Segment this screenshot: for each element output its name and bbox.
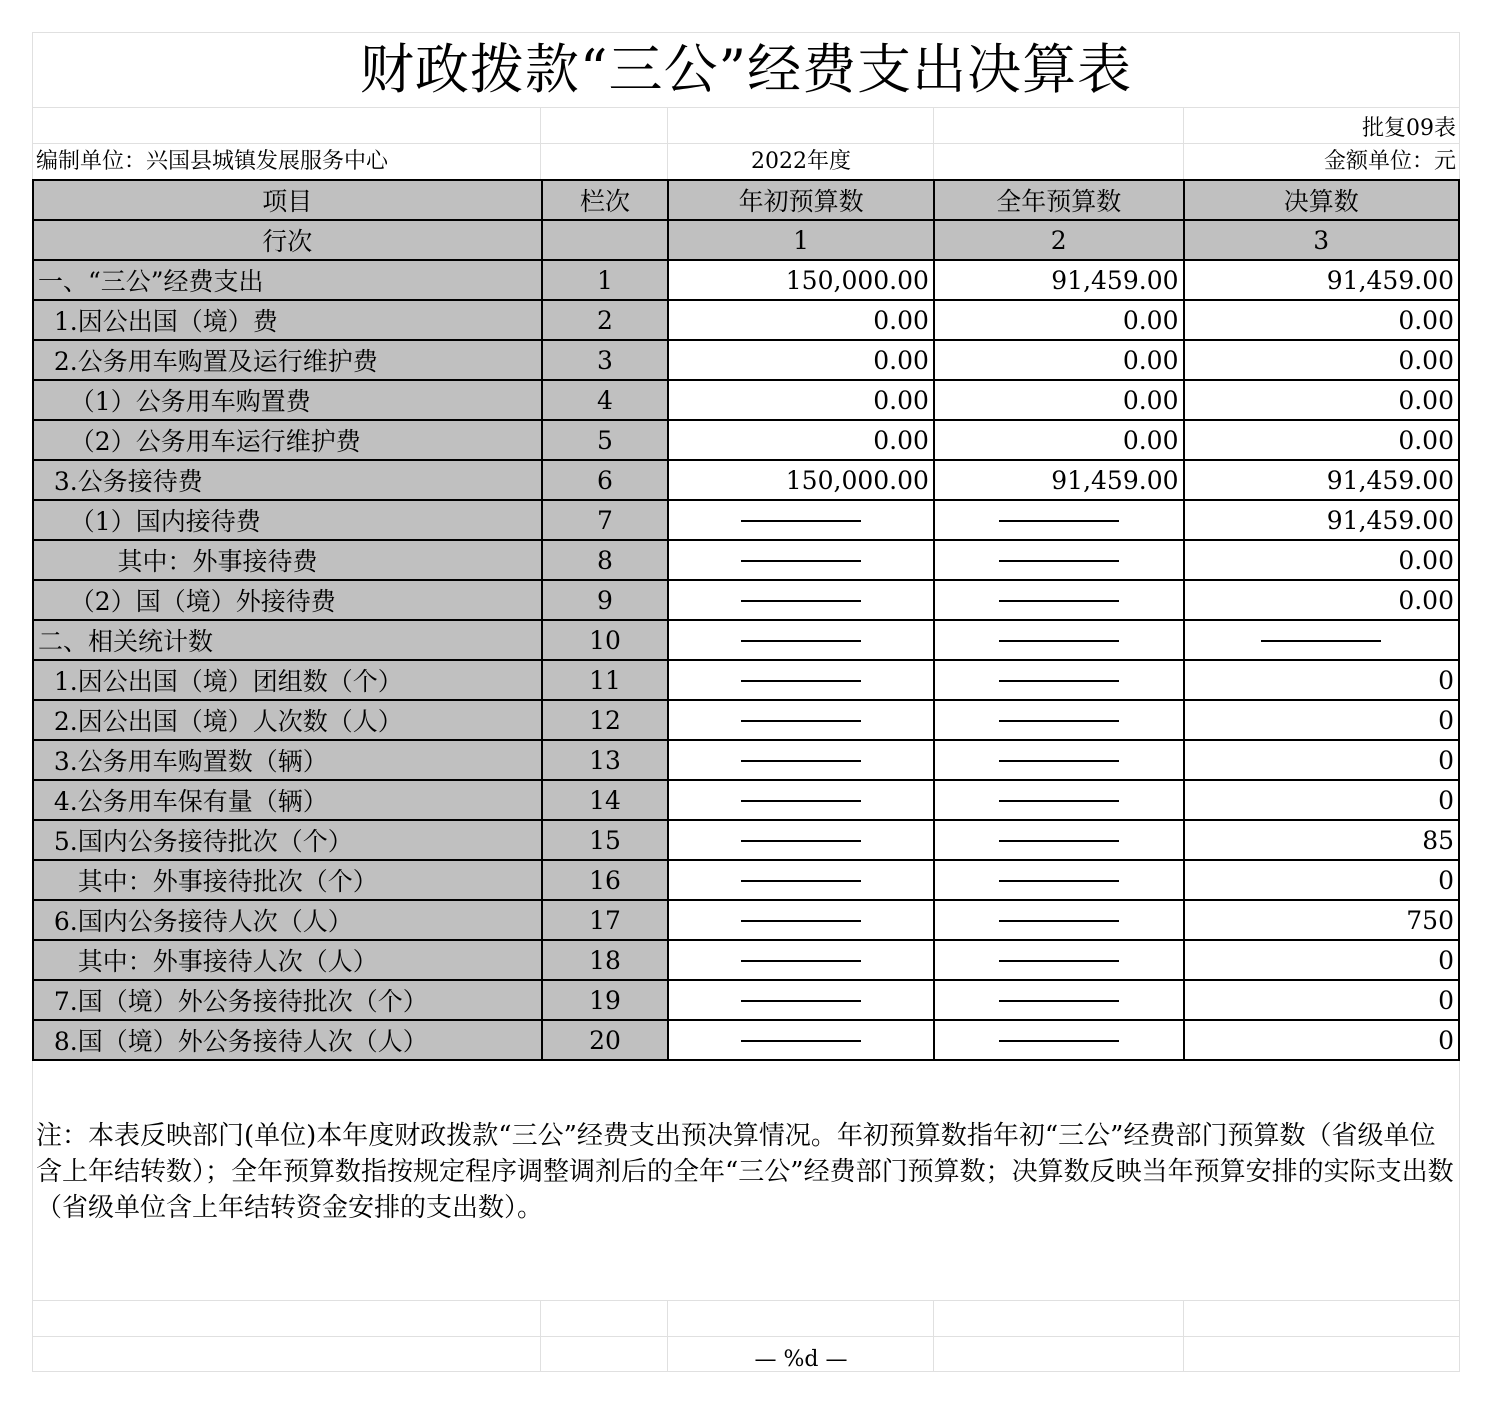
table-row [33, 780, 1459, 820]
dash-placeholder [999, 800, 1119, 802]
cell-budget-initial [668, 500, 934, 540]
gridline [32, 107, 1460, 108]
cell-final: 0 [1184, 980, 1460, 1020]
row-number: 7 [542, 500, 669, 540]
dash-placeholder [741, 880, 861, 882]
cell-final: 91,459.00 [1184, 260, 1460, 300]
cell-budget-full [934, 660, 1184, 700]
header-budget-full: 全年预算数 [934, 180, 1184, 220]
row-label: （2）公务用车运行维护费 [33, 420, 542, 460]
table-row [33, 540, 1459, 580]
row-number: 2 [542, 300, 669, 340]
cell-final: 0 [1184, 780, 1460, 820]
dash-placeholder [999, 920, 1119, 922]
cell-budget-full [934, 1020, 1184, 1060]
table-row [33, 820, 1459, 860]
row-number: 13 [542, 740, 669, 780]
table-row [33, 340, 1459, 380]
cell-final: 0.00 [1184, 420, 1460, 460]
cell-budget-full: 0.00 [934, 420, 1184, 460]
dash-placeholder [741, 840, 861, 842]
row-label: 其中：外事接待人次（人） [33, 940, 542, 980]
table-row [33, 500, 1459, 540]
cell-final: 0.00 [1184, 540, 1460, 580]
row-label: 2.公务用车购置及运行维护费 [33, 340, 542, 380]
cell-final: 0 [1184, 940, 1460, 980]
cell-budget-full [934, 540, 1184, 580]
row-label: 7.国（境）外公务接待批次（个） [33, 980, 542, 1020]
cell-budget-full [934, 780, 1184, 820]
cell-final: 0 [1184, 860, 1460, 900]
header-item: 项目 [33, 180, 542, 220]
cell-budget-initial [668, 580, 934, 620]
dash-placeholder [999, 960, 1119, 962]
table-row [33, 940, 1459, 980]
row-number: 17 [542, 900, 669, 940]
table-row [33, 420, 1459, 460]
row-number: 8 [542, 540, 669, 580]
dash-placeholder [999, 720, 1119, 722]
dash-placeholder [999, 520, 1119, 522]
table-index-row [33, 220, 1459, 260]
table-row [33, 300, 1459, 340]
dash-placeholder [999, 1040, 1119, 1042]
cell-final: 0 [1184, 740, 1460, 780]
row-number: 9 [542, 580, 669, 620]
row-number: 3 [542, 340, 669, 380]
index-label: 行次 [33, 220, 542, 260]
cell-budget-full [934, 860, 1184, 900]
row-number: 10 [542, 620, 669, 660]
cell-budget-initial [668, 820, 934, 860]
row-label: 其中：外事接待批次（个） [33, 860, 542, 900]
cell-budget-initial [668, 940, 934, 980]
cell-budget-initial: 0.00 [668, 300, 934, 340]
dash-placeholder [741, 760, 861, 762]
row-label: 其中：外事接待费 [33, 540, 542, 580]
compiling-unit: 编制单位：兴国县城镇发展服务中心 [36, 149, 389, 174]
cell-budget-full [934, 900, 1184, 940]
cell-final: 0 [1184, 700, 1460, 740]
cell-budget-initial: 150,000.00 [668, 460, 934, 500]
cell-final: 91,459.00 [1184, 500, 1460, 540]
dash-placeholder [999, 760, 1119, 762]
gridline [540, 107, 541, 179]
dash-placeholder [741, 960, 861, 962]
gridline [32, 1336, 1460, 1337]
cell-budget-initial [668, 780, 934, 820]
cell-budget-full [934, 980, 1184, 1020]
header-final: 决算数 [1184, 180, 1460, 220]
cell-budget-initial [668, 860, 934, 900]
cell-final [1184, 620, 1460, 660]
cell-budget-full [934, 740, 1184, 780]
cell-final: 91,459.00 [1184, 460, 1460, 500]
cell-budget-initial [668, 660, 934, 700]
dash-placeholder [999, 1000, 1119, 1002]
table-row [33, 260, 1459, 300]
dash-placeholder [741, 560, 861, 562]
cell-budget-initial: 0.00 [668, 380, 934, 420]
dash-placeholder [741, 720, 861, 722]
gridline [1183, 1300, 1184, 1372]
index-c3: 3 [1184, 220, 1460, 260]
table-header-row [33, 180, 1459, 220]
cell-budget-full: 0.00 [934, 380, 1184, 420]
page-number: — %d — [754, 1347, 848, 1372]
row-label: 8.国（境）外公务接待人次（人） [33, 1020, 542, 1060]
header-budget-initial: 年初预算数 [668, 180, 934, 220]
cell-budget-full [934, 580, 1184, 620]
row-label: 二、相关统计数 [33, 620, 542, 660]
index-c2: 2 [934, 220, 1184, 260]
index-empty [542, 220, 669, 260]
table-row [33, 460, 1459, 500]
dash-placeholder [741, 520, 861, 522]
cell-budget-full [934, 940, 1184, 980]
dash-placeholder [741, 600, 861, 602]
table-row [33, 900, 1459, 940]
cell-final: 0.00 [1184, 580, 1460, 620]
cell-final: 85 [1184, 820, 1460, 860]
dash-placeholder [741, 920, 861, 922]
cell-budget-full [934, 500, 1184, 540]
row-label: （1）国内接待费 [33, 500, 542, 540]
index-c1: 1 [668, 220, 934, 260]
table-row [33, 980, 1459, 1020]
row-number: 5 [542, 420, 669, 460]
gridline [540, 1300, 541, 1372]
table-row [33, 380, 1459, 420]
row-number: 15 [542, 820, 669, 860]
dash-placeholder [999, 560, 1119, 562]
dash-placeholder [999, 840, 1119, 842]
row-number: 19 [542, 980, 669, 1020]
cell-budget-full: 91,459.00 [934, 260, 1184, 300]
cell-budget-initial: 0.00 [668, 340, 934, 380]
dash-placeholder [741, 640, 861, 642]
cell-budget-initial: 150,000.00 [668, 260, 934, 300]
dash-placeholder [999, 640, 1119, 642]
row-number: 14 [542, 780, 669, 820]
row-number: 12 [542, 700, 669, 740]
row-label: 1.因公出国（境）团组数（个） [33, 660, 542, 700]
cell-final: 0 [1184, 660, 1460, 700]
cell-budget-full: 0.00 [934, 340, 1184, 380]
cell-budget-initial [668, 980, 934, 1020]
dash-placeholder [741, 800, 861, 802]
cell-budget-full [934, 700, 1184, 740]
cell-budget-full [934, 820, 1184, 860]
dash-placeholder [741, 1040, 861, 1042]
cell-budget-initial [668, 900, 934, 940]
row-label: （1）公务用车购置费 [33, 380, 542, 420]
table-row [33, 580, 1459, 620]
dash-placeholder [999, 880, 1119, 882]
cell-final: 0.00 [1184, 340, 1460, 380]
row-number: 18 [542, 940, 669, 980]
table-row [33, 660, 1459, 700]
page-title: 财政拨款“三公”经费支出决算表 [359, 38, 1133, 101]
dash-placeholder [999, 680, 1119, 682]
amount-unit: 金额单位：元 [1323, 149, 1456, 174]
table-row [33, 620, 1459, 660]
cell-final: 0.00 [1184, 300, 1460, 340]
row-number: 20 [542, 1020, 669, 1060]
row-label: 3.公务用车购置数（辆） [33, 740, 542, 780]
table-row [33, 860, 1459, 900]
dash-placeholder [999, 600, 1119, 602]
cell-budget-full: 0.00 [934, 300, 1184, 340]
cell-budget-initial [668, 1020, 934, 1060]
cell-budget-initial [668, 540, 934, 580]
cell-budget-full: 91,459.00 [934, 460, 1184, 500]
table-row [33, 700, 1459, 740]
table-row [33, 1020, 1459, 1060]
gridline [32, 1300, 1460, 1301]
cell-budget-initial: 0.00 [668, 420, 934, 460]
expenditure-table [32, 179, 1460, 1061]
dash-placeholder [741, 1000, 861, 1002]
dash-placeholder [1261, 640, 1381, 642]
row-label: （2）国（境）外接待费 [33, 580, 542, 620]
footnote: 注：本表反映部门(单位)本年度财政拨款“三公”经费支出预决算情况。年初预算数指年初“三公”经费部门预算数（省级单位含上年结转数）；全年预算数指按规定程序调整调剂后的全年“三公”经费部门预算数；决算数反映当年预算安排的实际支出数（省级单位含上年结转资金安排的支出数）。 [36, 1121, 1454, 1223]
fiscal-year: 2022年度 [751, 149, 851, 174]
cell-final: 0 [1184, 1020, 1460, 1060]
row-number: 1 [542, 260, 669, 300]
header-col: 栏次 [542, 180, 669, 220]
row-label: 一、“三公”经费支出 [33, 260, 542, 300]
row-number: 16 [542, 860, 669, 900]
table-row [33, 740, 1459, 780]
row-label: 4.公务用车保有量（辆） [33, 780, 542, 820]
row-label: 6.国内公务接待人次（人） [33, 900, 542, 940]
row-label: 5.国内公务接待批次（个） [33, 820, 542, 860]
gridline [32, 32, 1460, 33]
cell-budget-initial [668, 700, 934, 740]
row-number: 6 [542, 460, 669, 500]
cell-budget-initial [668, 740, 934, 780]
dash-placeholder [741, 680, 861, 682]
cell-final: 750 [1184, 900, 1460, 940]
cell-budget-full [934, 620, 1184, 660]
table-id: 批复09表 [1362, 116, 1456, 141]
cell-budget-initial [668, 620, 934, 660]
row-label: 3.公务接待费 [33, 460, 542, 500]
row-number: 11 [542, 660, 669, 700]
row-label: 2.因公出国（境）人次数（人） [33, 700, 542, 740]
row-number: 4 [542, 380, 669, 420]
cell-final: 0.00 [1184, 380, 1460, 420]
row-label: 1.因公出国（境）费 [33, 300, 542, 340]
